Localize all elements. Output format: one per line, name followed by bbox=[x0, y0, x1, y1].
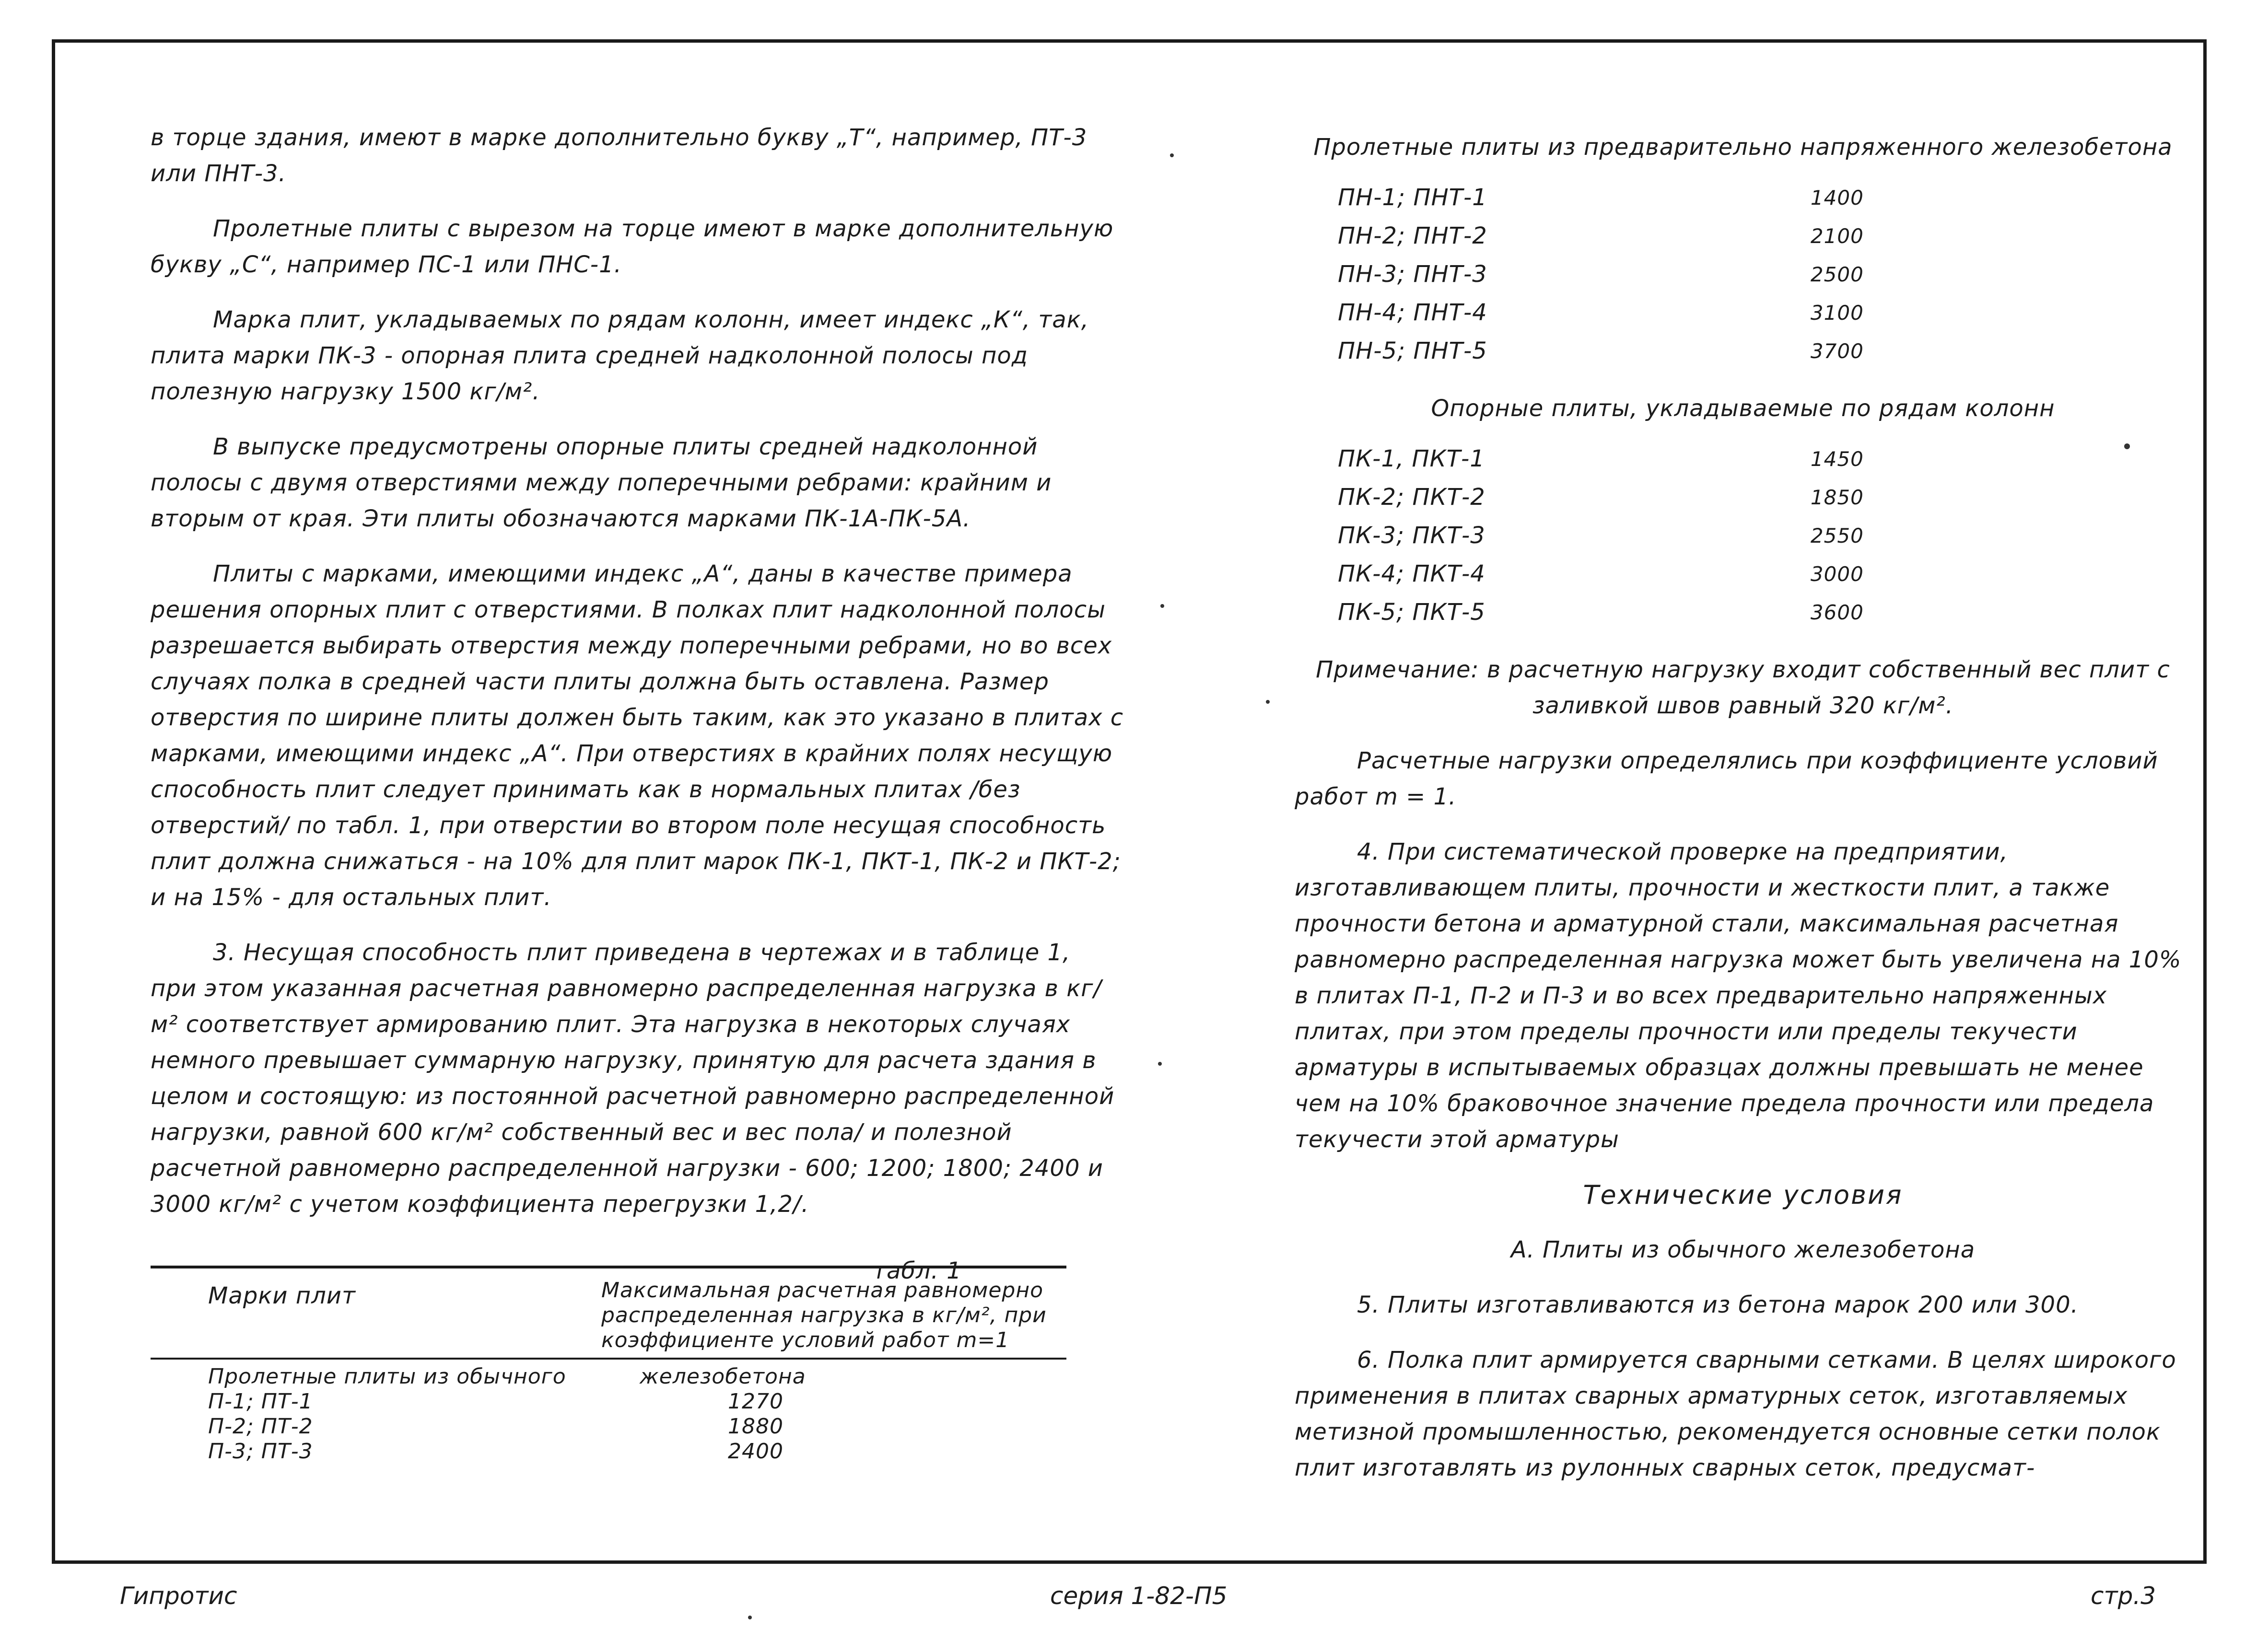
mark-cell: П-2; ПТ-2 bbox=[208, 1414, 313, 1439]
paragraph: 6. Полка плит армируется сварными сетками. В целях широкого применения в плитах сварных арматурных сеток, изготавляемых метизной промышленностью, рекомендуется основные сетки полок плит изготавлять из рулонных сварных сеток, предусмат- bbox=[1295, 1347, 2176, 1481]
list-item bbox=[1338, 518, 2009, 556]
group-label-material: железобетона bbox=[640, 1364, 806, 1389]
value-cell: 1270 bbox=[728, 1389, 783, 1414]
list-item bbox=[1338, 180, 2009, 218]
value-cell: 2100 bbox=[1810, 224, 1864, 248]
mark-cell: ПК-5; ПКТ-5 bbox=[1338, 599, 1485, 626]
left-column bbox=[151, 120, 1124, 1242]
value-cell: 3100 bbox=[1810, 301, 1864, 325]
value-cell: 1850 bbox=[1810, 486, 1864, 509]
mark-cell: ПН-5; ПНТ-5 bbox=[1338, 337, 1487, 364]
list-item bbox=[1338, 333, 2009, 372]
mark-cell: ПН-3; ПНТ-3 bbox=[1338, 261, 1487, 288]
prestressed-list bbox=[1338, 180, 2009, 372]
list-item bbox=[1338, 256, 2009, 295]
table-label: табл. 1 bbox=[873, 1257, 962, 1284]
list-item bbox=[1338, 218, 2009, 256]
paragraph: В выпуске предусмотрены опорные плиты средней надколонной полосы с двумя отверстиями между поперечными ребрами: крайним и вторым от края. Эти плиты обозначаются марками ПК-1А-ПК-5А. bbox=[151, 433, 1052, 532]
value-cell: 1400 bbox=[1810, 186, 1864, 209]
mark-cell: ПН-2; ПНТ-2 bbox=[1338, 222, 1487, 249]
list-item bbox=[1338, 479, 2009, 518]
paragraph: 5. Плиты изготавливаются из бетона марок 200 или 300. bbox=[1357, 1291, 2079, 1318]
mark-cell: ПК-4; ПКТ-4 bbox=[1338, 560, 1485, 587]
list-item bbox=[1338, 594, 2009, 633]
table-row bbox=[208, 1414, 1066, 1439]
load-table bbox=[151, 1266, 1066, 1464]
table-row bbox=[208, 1439, 1066, 1464]
value-cell: 3000 bbox=[1810, 562, 1864, 586]
table-header bbox=[151, 1268, 1066, 1358]
scan-speck bbox=[1170, 153, 1174, 157]
mark-cell: П-1; ПТ-1 bbox=[208, 1389, 313, 1414]
scan-speck bbox=[1158, 1062, 1162, 1066]
scan-speck bbox=[1266, 700, 1270, 704]
paragraph: Плиты с марками, имеющими индекс „А“, даны в качестве примера решения опорных плит с отверстиями. В полках плит надколонной полосы разрешается выбирать отверстия между поперечными ребрами, но во всех случаях полка в средней части плиты должна быть оставлена. Размер отверстия по ширине плиты должен быть таким, как это указано в плитах с марками, имеющими индекс „А“. При отверстиях в крайних полях несущую способность плит следует принимать как в нормальных плитах /без отверстий/ по табл. 1, при отверстии во втором поле несущая способность плит должна снижаться - на 10% для плит марок ПК-1, ПКТ-1, ПК-2 и ПКТ-2; и на 15% - для остальных плит. bbox=[151, 560, 1124, 911]
paragraph: Расчетные нагрузки определялись при коэффициенте условий работ m = 1. bbox=[1295, 747, 2158, 810]
mark-cell: ПК-3; ПКТ-3 bbox=[1338, 522, 1485, 549]
column-header-load: Максимальная расчетная равномерно распределенная нагрузка в кг/м², при коэффициенте условий работ m=1 bbox=[601, 1278, 1047, 1352]
mark-cell: ПН-1; ПНТ-1 bbox=[1338, 184, 1487, 211]
list-item bbox=[1338, 295, 2009, 333]
table-row bbox=[208, 1389, 1066, 1414]
value-cell: 2500 bbox=[1810, 263, 1864, 286]
mark-cell: ПН-4; ПНТ-4 bbox=[1338, 299, 1487, 326]
table-body bbox=[151, 1360, 1066, 1464]
paragraph: в торце здания, имеют в марке дополнительно букву „Т“, например, ПТ-3 или ПНТ-3. bbox=[151, 124, 1087, 187]
table-group-row bbox=[208, 1364, 1066, 1389]
paragraph: Марка плит, укладываемых по рядам колонн, имеет индекс „К“, так, плита марки ПК-3 - опорная плита средней надколонной полосы под полезную нагрузку 1500 кг/м². bbox=[151, 306, 1089, 405]
subsection-title: А. Плиты из обычного железобетона bbox=[1510, 1236, 1976, 1263]
scan-speck bbox=[2124, 443, 2130, 449]
value-cell: 1880 bbox=[728, 1414, 783, 1439]
value-cell: 2550 bbox=[1810, 524, 1864, 547]
mark-cell: П-3; ПТ-3 bbox=[208, 1439, 313, 1464]
prestressed-heading: Пролетные плиты из предварительно напряженного железобетона bbox=[1313, 134, 2173, 161]
value-cell: 1450 bbox=[1810, 447, 1864, 471]
column-header-marks: Марки плит bbox=[208, 1282, 356, 1309]
right-column bbox=[1295, 129, 2191, 1505]
value-cell: 3600 bbox=[1810, 601, 1864, 624]
list-item bbox=[1338, 556, 2009, 594]
paragraph: 3. Несущая способность плит приведена в чертежах и в таблице 1, при этом указанная расчетная равномерно распределенная нагрузка в кг/м² соответствует армированию плит. Эта нагрузка в некоторых случаях немного превышает суммарную нагрузку, принятую для расчета здания в целом и состоящую: из постоянной расчетной равномерно распределенной нагрузки, равной 600 кг/м² собственный вес и вес пола/ и полезной расчетной равномерно распределенной нагрузки - 600; 1200; 1800; 2400 и 3000 кг/м² с учетом коэффициента перегрузки 1,2/. bbox=[151, 939, 1115, 1218]
value-cell: 2400 bbox=[728, 1439, 783, 1464]
paragraph: Пролетные плиты с вырезом на торце имеют в марке дополнительную букву „С“, например ПС-1 или ПНС-1. bbox=[151, 215, 1114, 278]
list-item bbox=[1338, 441, 2009, 479]
footer-page-number: стр.3 bbox=[2091, 1582, 2156, 1610]
mark-cell: ПК-2; ПКТ-2 bbox=[1338, 484, 1485, 511]
note: Примечание: в расчетную нагрузку входит собственный вес плит с заливкой швов равный 320 кг/м². bbox=[1316, 656, 2170, 719]
scan-speck bbox=[748, 1616, 752, 1619]
paragraph: 4. При систематической проверке на предприятии, изготавливающем плиты, прочности и жесткости плит, а также прочности бетона и арматурной стали, максимальная расчетная равномерно распределенная нагрузка может быть увеличена на 10% в плитах П-1, П-2 и П-3 и во всех предварительно напряженных плитах, при этом пределы прочности или пределы текучести арматуры в испытываемых образцах должны превышать не менее чем на 10% браковочное значение предела прочности или предела текучести этой арматуры bbox=[1295, 838, 2182, 1153]
support-heading: Опорные плиты, укладываемые по рядам колонн bbox=[1431, 395, 2055, 422]
support-list bbox=[1338, 441, 2009, 633]
value-cell: 3700 bbox=[1810, 339, 1864, 363]
footer-series: серия 1-82-П5 bbox=[1050, 1582, 1228, 1610]
group-label: Пролетные плиты из обычного bbox=[208, 1364, 566, 1389]
mark-cell: ПК-1, ПКТ-1 bbox=[1338, 445, 1485, 472]
scan-speck bbox=[1160, 604, 1164, 608]
footer-organization: Гипротис bbox=[120, 1582, 237, 1610]
section-title: Технические условия bbox=[1583, 1180, 1903, 1210]
